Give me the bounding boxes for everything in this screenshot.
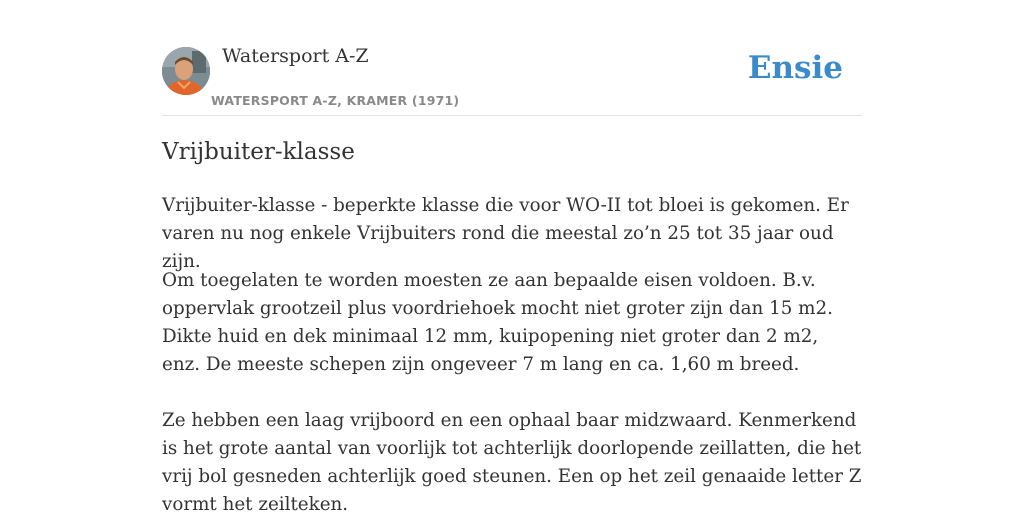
definition-text: Ze hebben een laag vrijboord en een ophaal baar midzwaard. Kenmerkend is het grote aantal van voorlijk tot achterlijk doorlopende zeillatten, die het vrij bol gesneden achterlijk goed steunen. Een op het zeil genaaide letter Z vormt het zeilteken. [162, 410, 862, 515]
author-avatar[interactable] [162, 47, 210, 95]
definition-paragraph [162, 267, 862, 519]
dictionary-name[interactable]: Watersport A-Z [222, 45, 369, 67]
definition-paragraph: Vrijbuiter-klasse - beperkte klasse die voor WO-II tot bloei is gekomen. Er varen nu nog enkele Vrijbuiters rond die meestal zo’n 25 tot 35 jaar oud zijn. [162, 195, 849, 272]
avatar-photo-icon [162, 47, 210, 95]
definition-text: Om toegelaten te worden moesten ze aan bepaalde eisen voldoen. B.v. oppervlak grootzeil plus voordriehoek mocht niet groter zijn dan 15 m2. Dikte huid en dek minimaal 12 mm, kuipopening niet groter dan 2 m2, enz. De meeste schepen zijn ongeveer 7 m lang en ca. 1,60 m breed. [162, 270, 833, 375]
ensie-logo[interactable]: Ensie [747, 50, 843, 86]
entry-title: Vrijbuiter-klasse [162, 139, 355, 165]
entry-card [162, 0, 862, 515]
dictionary-source: WATERSPORT A-Z, KRAMER (1971) [211, 93, 460, 108]
header-divider [162, 115, 862, 116]
